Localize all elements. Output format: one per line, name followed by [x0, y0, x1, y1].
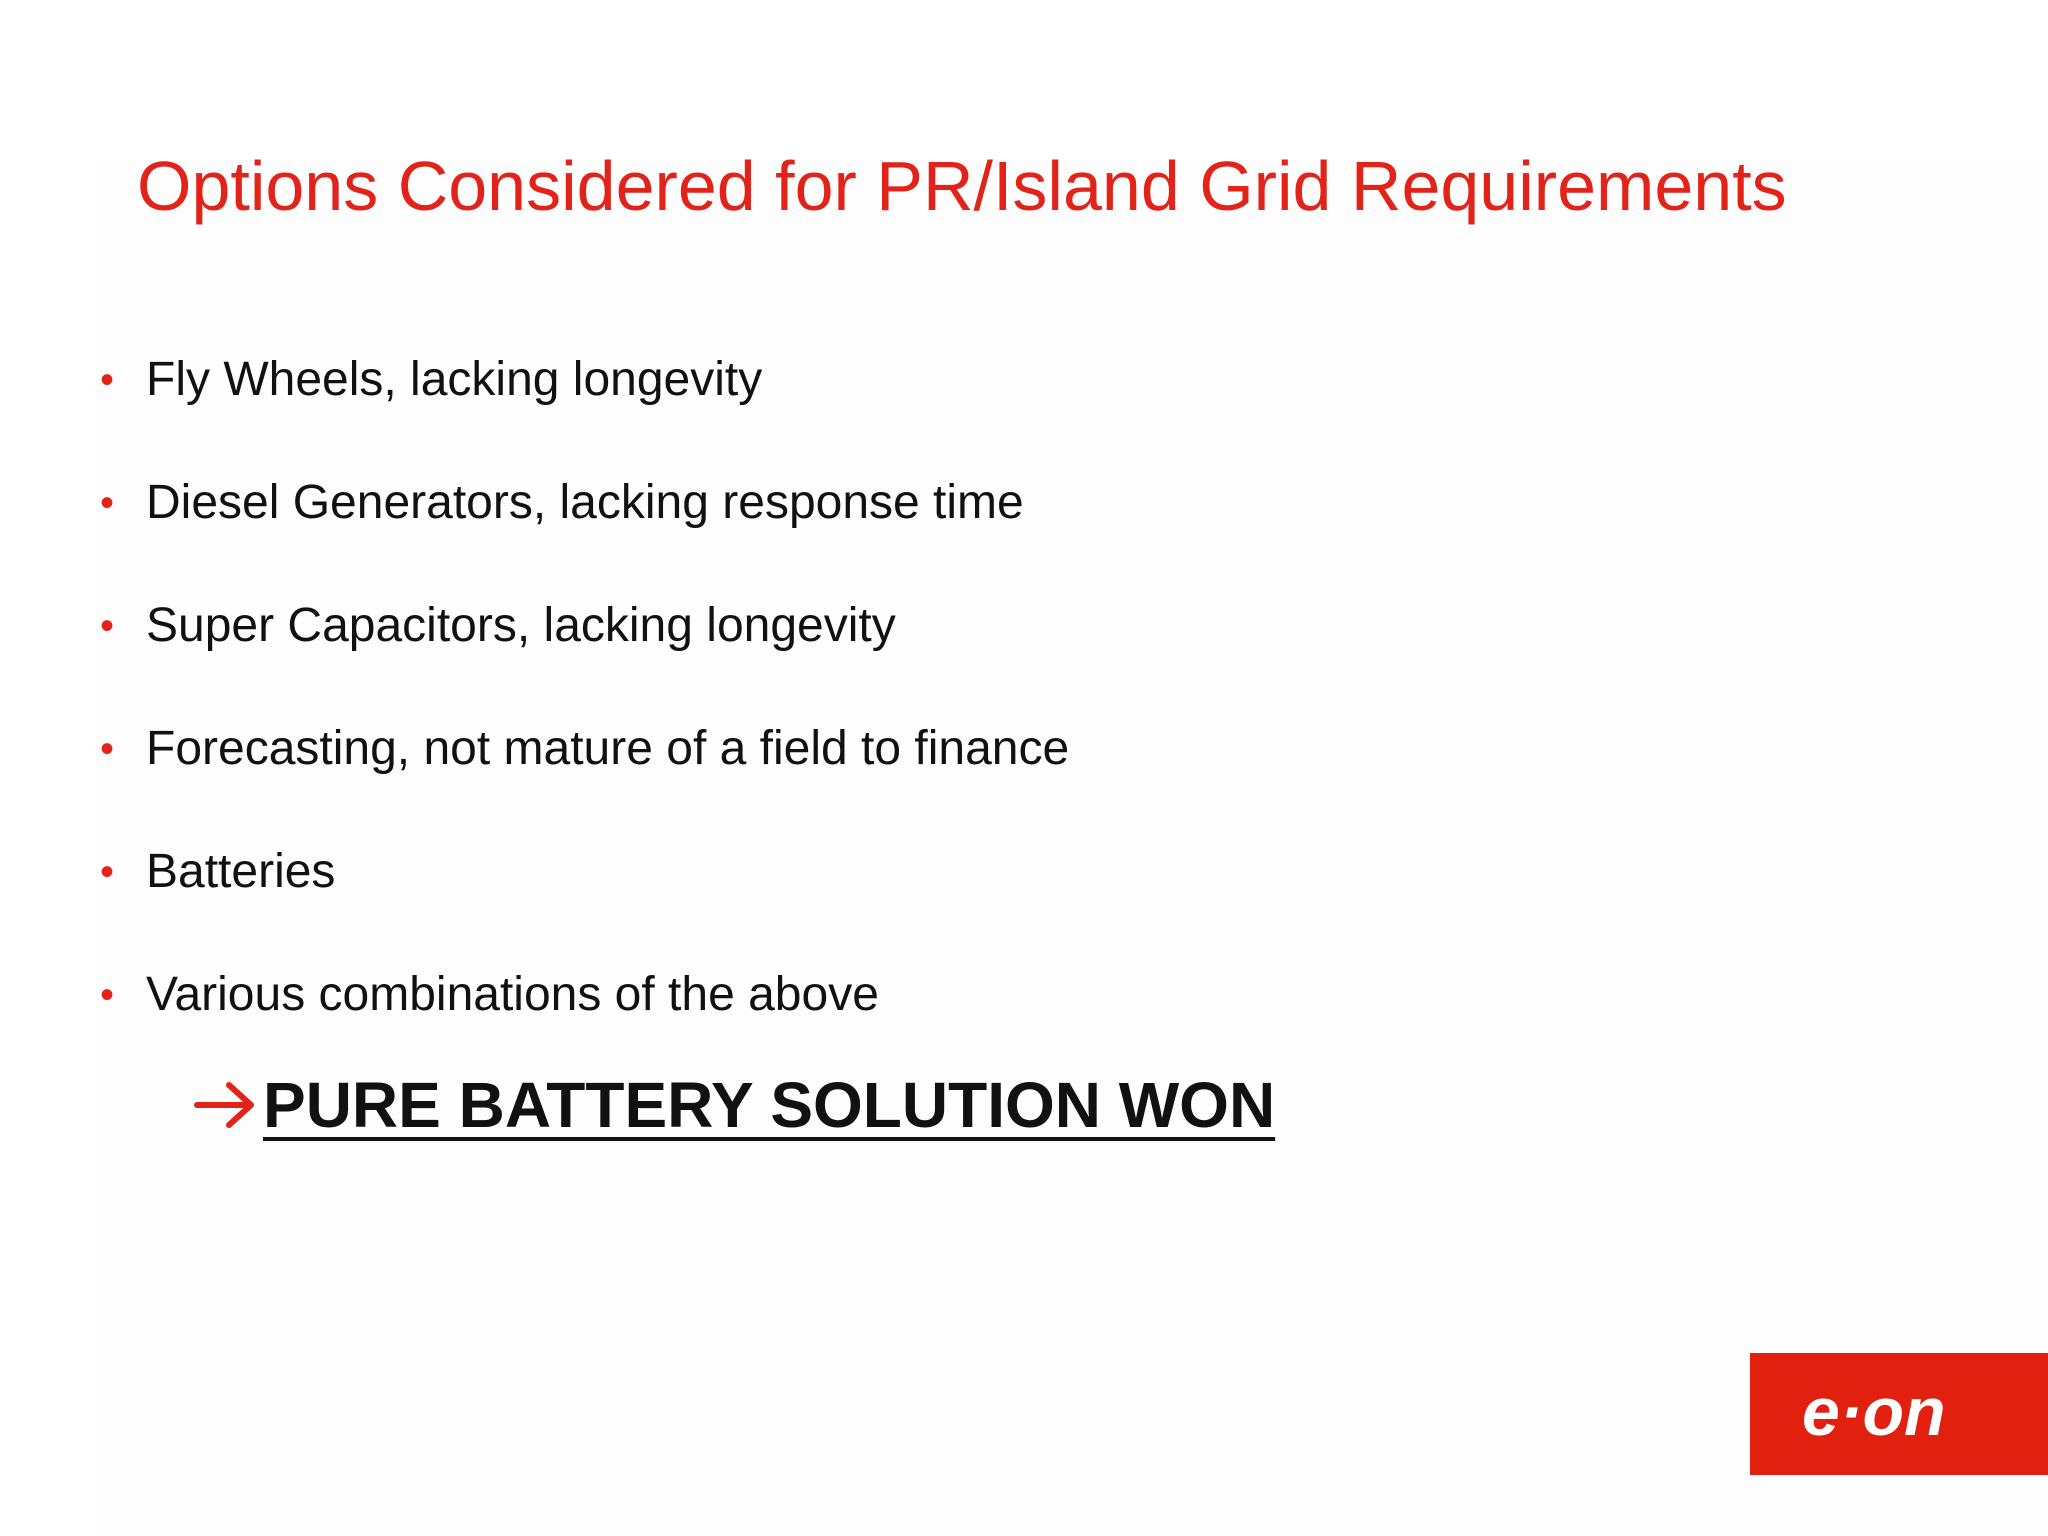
bullet-item — [100, 318, 1069, 441]
bullet-dot-icon: • — [100, 603, 115, 648]
conclusion-text: PURE BATTERY SOLUTION WON — [263, 1069, 1276, 1141]
bullet-item — [100, 564, 1069, 687]
bullet-text: Batteries — [146, 844, 336, 898]
bullet-item — [100, 933, 1069, 1056]
bullet-text: Super Capacitors, lacking longevity — [146, 598, 896, 652]
slide-top-band — [0, 0, 2048, 160]
bullet-text: Diesel Generators, lacking response time — [146, 475, 1024, 529]
bullet-item — [100, 687, 1069, 810]
bullet-dot-icon: • — [100, 480, 115, 525]
bullet-dot-icon: • — [100, 726, 115, 771]
bullet-dot-icon: • — [100, 972, 115, 1017]
conclusion — [193, 1068, 1275, 1142]
bullet-dot-icon: • — [100, 357, 115, 402]
bullet-item — [100, 810, 1069, 933]
slide-left-band — [0, 0, 95, 1536]
arrow-right-icon — [193, 1075, 263, 1135]
bullet-item — [100, 441, 1069, 564]
eon-logo — [1750, 1353, 2048, 1475]
bullet-text: Forecasting, not mature of a field to finance — [146, 721, 1070, 775]
bullet-text: Fly Wheels, lacking longevity — [146, 352, 763, 406]
eon-logo-mark — [1794, 1379, 2004, 1449]
bullet-dot-icon: • — [100, 849, 115, 894]
svg-text:e·on: e·on — [1802, 1379, 1946, 1449]
bullet-text: Various combinations of the above — [146, 967, 879, 1021]
slide-title: Options Considered for PR/Island Grid Requirements — [137, 147, 1787, 225]
bullet-list — [100, 318, 1069, 1056]
